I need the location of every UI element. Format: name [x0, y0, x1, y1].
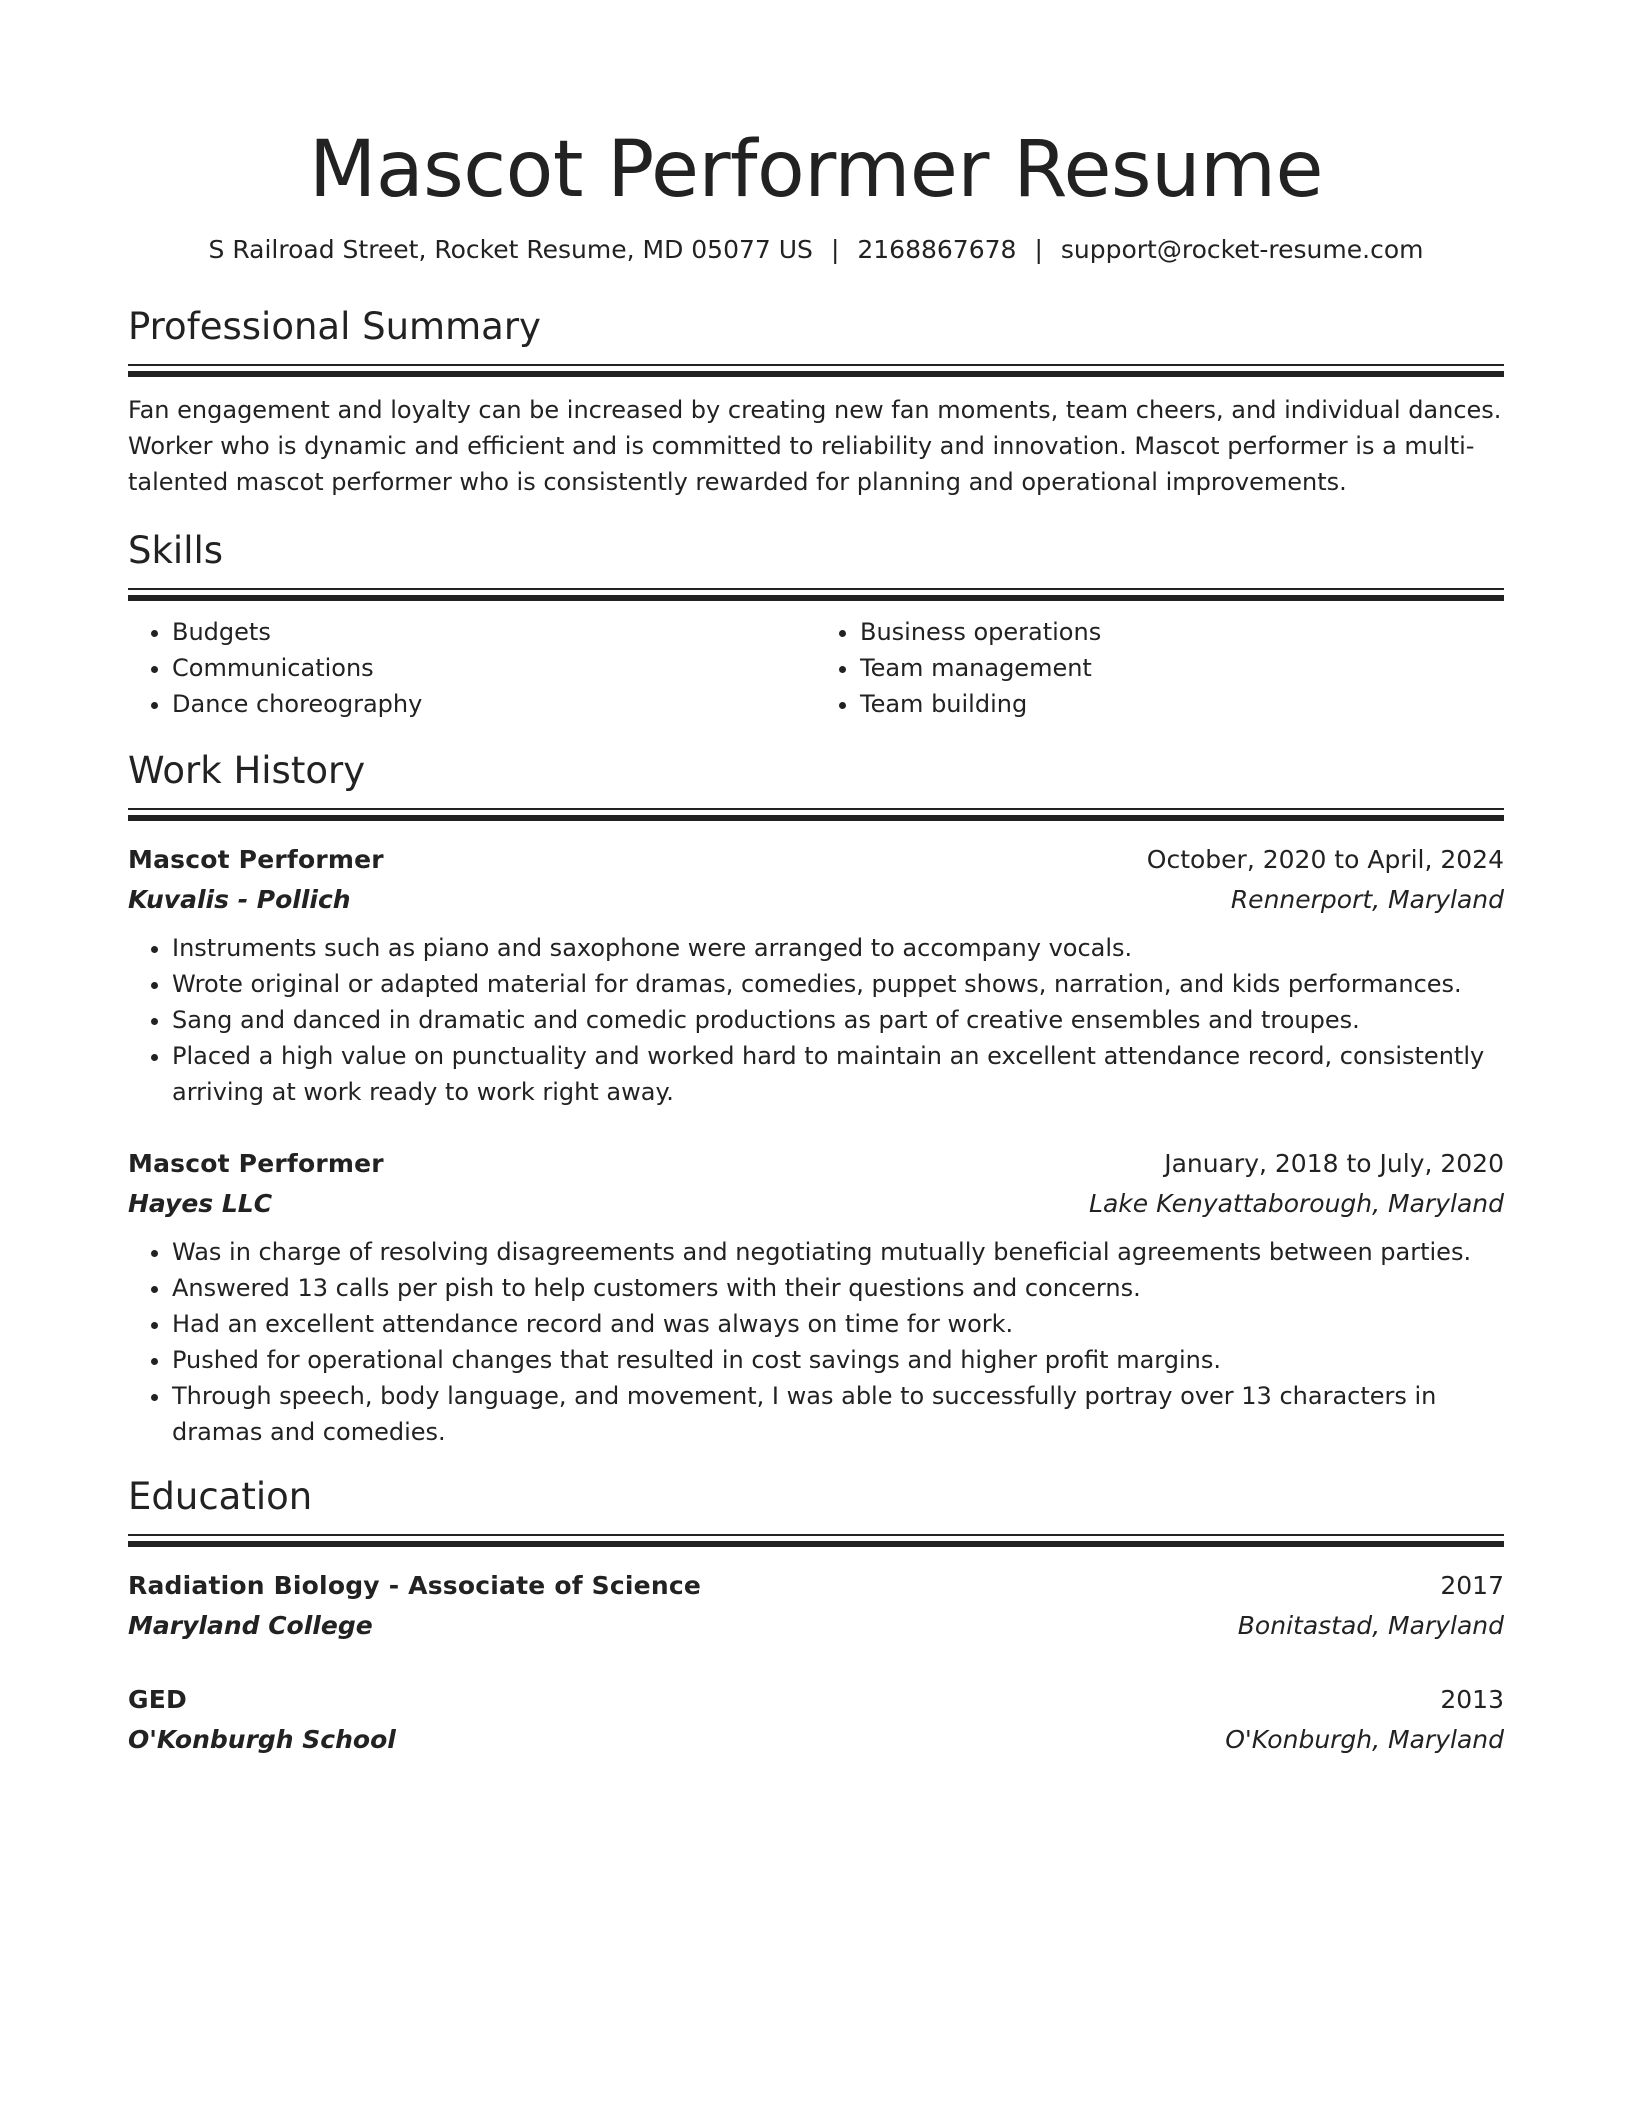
contact-separator: |: [830, 235, 840, 264]
education-location: O'Konburgh, Maryland: [1225, 1725, 1504, 1754]
job-title: Mascot Performer: [128, 845, 384, 874]
job-bullet: • Had an excellent attendance record and was always on time for work.: [172, 1306, 1504, 1342]
summary-heading: Professional Summary: [128, 305, 541, 348]
job-dates: October, 2020 to April, 2024: [1146, 845, 1504, 874]
education-degree: GED: [128, 1685, 187, 1714]
job-location: Lake Kenyattaborough, Maryland: [1089, 1189, 1504, 1218]
skill-item: • Communications: [172, 650, 816, 686]
resume-page: [128, 120, 1504, 1760]
job-company: Kuvalis - Pollich: [128, 885, 351, 914]
job-bullets: [128, 930, 1504, 1110]
skill-item: • Team management: [860, 650, 1504, 686]
education-year: 2013: [1440, 1685, 1504, 1714]
skill-item: • Team building: [860, 686, 1504, 722]
contact-separator: |: [1034, 235, 1043, 264]
skills-column-left: [128, 614, 816, 722]
skills-heading: Skills: [128, 529, 224, 572]
skill-item: • Dance choreography: [172, 686, 816, 722]
section-divider: [128, 588, 1504, 602]
job-bullets: [128, 1234, 1504, 1450]
education-school: O'Konburgh School: [128, 1725, 396, 1754]
work-heading: Work History: [128, 749, 366, 792]
job-company: Hayes LLC: [128, 1189, 273, 1218]
job-bullet: • Answered 13 calls per pish to help customers with their questions and concerns.: [172, 1270, 1504, 1306]
education-heading: Education: [128, 1475, 313, 1518]
job-bullet: • Wrote original or adapted material for dramas, comedies, puppet shows, narration, and kids performances.: [172, 966, 1504, 1002]
contact-address: S Railroad Street, Rocket Resume, MD 05077 US: [208, 235, 813, 264]
skill-item: • Budgets: [172, 614, 816, 650]
education-section: [128, 1472, 1504, 1760]
skills-section: [128, 526, 1504, 722]
job-bullet: • Was in charge of resolving disagreements and negotiating mutually beneficial agreements between parties.: [172, 1234, 1504, 1270]
work-section: [128, 746, 1504, 1450]
job-title: Mascot Performer: [128, 1149, 384, 1178]
job-dates: January, 2018 to July, 2020: [1164, 1149, 1504, 1178]
section-divider: [128, 808, 1504, 822]
section-divider: [128, 1534, 1504, 1548]
contact-phone: 2168867678: [857, 235, 1017, 264]
job-bullet: • Placed a high value on punctuality and worked hard to maintain an excellent attendance record, consistently arriving at work ready to work right away.: [172, 1038, 1504, 1110]
education-school: Maryland College: [128, 1611, 373, 1640]
education-entry: [128, 1680, 1504, 1760]
summary-section: [128, 302, 1504, 500]
job-entry: [128, 1144, 1504, 1450]
education-location: Bonitastad, Maryland: [1237, 1611, 1504, 1640]
skill-item: • Business operations: [860, 614, 1504, 650]
contact-line: [128, 232, 1504, 268]
education-entry: [128, 1566, 1504, 1646]
job-bullet: • Through speech, body language, and movement, I was able to successfully portray over 13 characters in dramas and comedies.: [172, 1378, 1504, 1450]
contact-email: support@rocket-resume.com: [1060, 235, 1424, 264]
education-degree: Radiation Biology - Associate of Science: [128, 1571, 702, 1600]
skills-column-right: [816, 614, 1504, 722]
job-location: Rennerport, Maryland: [1230, 885, 1504, 914]
skills-list: [128, 614, 1504, 722]
job-bullet: • Sang and danced in dramatic and comedic productions as part of creative ensembles and troupes.: [172, 1002, 1504, 1038]
resume-title: Mascot Performer Resume: [309, 125, 1323, 215]
summary-text: Fan engagement and loyalty can be increased by creating new fan moments, team cheers, and individual dances. Worker who is dynamic and efficient and is committed to reliability and innovation. Mascot performer is a multi-talented mascot performer who is consistently rewarded for planning and operational improvements.: [128, 396, 1502, 496]
education-year: 2017: [1440, 1571, 1504, 1600]
job-bullet: • Instruments such as piano and saxophone were arranged to accompany vocals.: [172, 930, 1504, 966]
job-bullet: • Pushed for operational changes that resulted in cost savings and higher profit margins.: [172, 1342, 1504, 1378]
job-entry: [128, 840, 1504, 1110]
section-divider: [128, 364, 1504, 378]
